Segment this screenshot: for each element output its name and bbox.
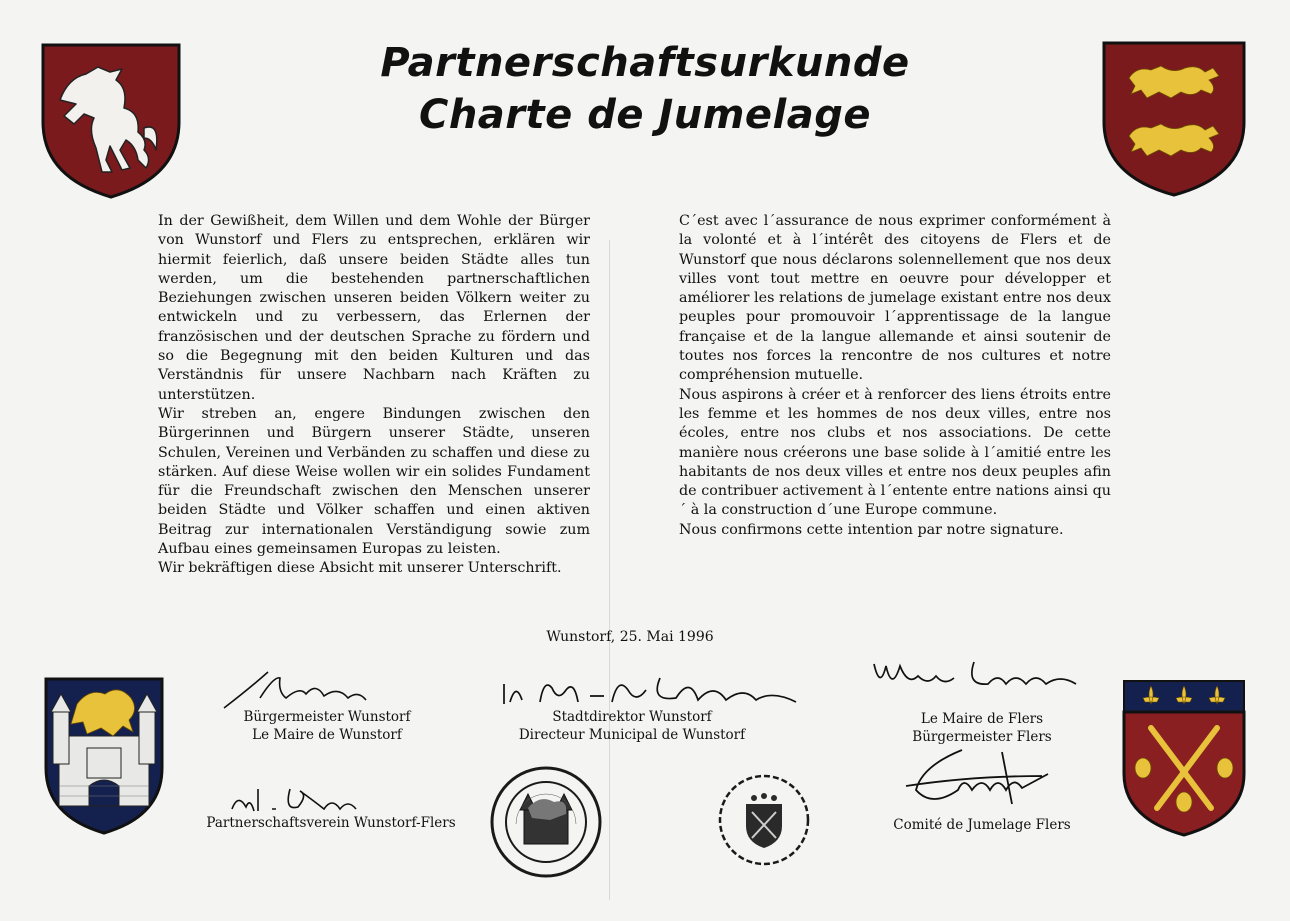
french-paragraph-1: C´est avec l´assurance de nous exprimer conformément à la volonté et à l´intérêt des citoyens de Flers et de Wunstorf que nous déclarons solennellement que nos deux villes vont tout mettre en oeuvre pour développer et améliorer les relations de jumelage existant entre nos deux peuples pour promouvoir l´apprentissage de la langue française et de la langue allemande et ainsi soutenir de toutes nos forces la rencontre de nos cultures et notre compréhension mutuelle. — [679, 213, 1111, 384]
german-text-column — [158, 212, 590, 579]
signatory-committee-flers — [878, 816, 1086, 834]
flers-city-crest-icon — [1121, 678, 1247, 838]
signatory-association-wunstorf-line1: Partnerschaftsverein Wunstorf-Flers — [206, 815, 456, 831]
signatory-mayor-wunstorf-line1: Bürgermeister Wunstorf — [243, 709, 411, 725]
signatory-director-wunstorf-line1: Stadtdirektor Wunstorf — [552, 709, 712, 725]
signature-committee-flers — [902, 746, 1052, 810]
signature-mayor-flers — [870, 656, 1080, 698]
french-paragraph-2: Nous aspirons à créer et à renforcer des liens étroits entre les femme et les hommes de nos deux villes, entre nos écoles, entre nos clubs et nos associations. De cette manière nous créerons une base solide à l´amitié entre les habitants de nos deux villes et entre nos deux peuples afin de contribuer activement à l´entente entre nations ainsi qu´ à la construction d´une Europe commune. — [679, 386, 1111, 519]
signatory-association-wunstorf — [196, 814, 466, 832]
signatory-director-wunstorf — [500, 708, 764, 744]
german-paragraph-1: In der Gewißheit, dem Willen und dem Wohle der Bürger von Wunstorf und Flers zu entsprechen, erklären wir hiermit feierlich, daß unsere beiden Städte alles tun werden, um die bestehenden partnerschaftlichen Beziehungen zwischen unseren beiden Völkern weiter zu entwickeln und zu verbessern, das Erlernen der französischen und der deutschen Sprache zu fördern und so die Begegnung mit den beiden Kulturen und das Verständnis für unsere Nachbarn nach Kräften zu unterstützen. — [158, 213, 590, 403]
date-line: Wunstorf, 25. Mai 1996 — [546, 629, 714, 645]
signatory-mayor-wunstorf-line2: Le Maire de Wunstorf — [252, 727, 402, 743]
signatory-committee-flers-line1: Comité de Jumelage Flers — [893, 817, 1071, 833]
signatory-director-wunstorf-line2: Directeur Municipal de Wunstorf — [518, 727, 746, 743]
german-paragraph-2: Wir streben an, engere Bindungen zwischen den Bürgerinnen und Bürgern unserer Städte, unseren Schulen, Vereinen und Verbänden zu schaffen und diese zu stärken. Auf diese Weise wollen wir ein solides Fundament für die Freundschaft zwischen den Menschen unserer beiden Städte und Völker schaffen und einen aktiven Beitrag zur internationalen Verständigung sowie zum Aufbau eines gemeinsamen Europas zu leisten. — [158, 405, 590, 558]
signature-director-wunstorf — [500, 672, 800, 712]
signatory-mayor-flers — [890, 710, 1074, 746]
french-text-column — [679, 212, 1111, 540]
signatory-mayor-wunstorf — [232, 708, 422, 744]
german-paragraph-3: Wir bekräftigen diese Absicht mit unserer Unterschrift. — [158, 560, 562, 577]
signatory-mayor-flers-line2: Bürgermeister Flers — [912, 729, 1052, 745]
title-german: Partnerschaftsurkunde — [380, 40, 910, 86]
normandy-lions-crest-icon — [1101, 40, 1247, 198]
french-paragraph-3: Nous confirmons cette intention par notre signature. — [679, 521, 1064, 538]
wunstorf-city-crest-icon — [43, 676, 165, 836]
lower-saxony-horse-crest-icon — [40, 42, 182, 200]
signature-association-wunstorf — [228, 783, 358, 817]
signatory-mayor-flers-line1: Le Maire de Flers — [920, 711, 1044, 727]
wunstorf-seal-icon — [488, 764, 604, 880]
title-french: Charte de Jumelage — [418, 92, 872, 138]
fold-line — [609, 240, 610, 900]
flers-seal-icon — [706, 770, 822, 870]
